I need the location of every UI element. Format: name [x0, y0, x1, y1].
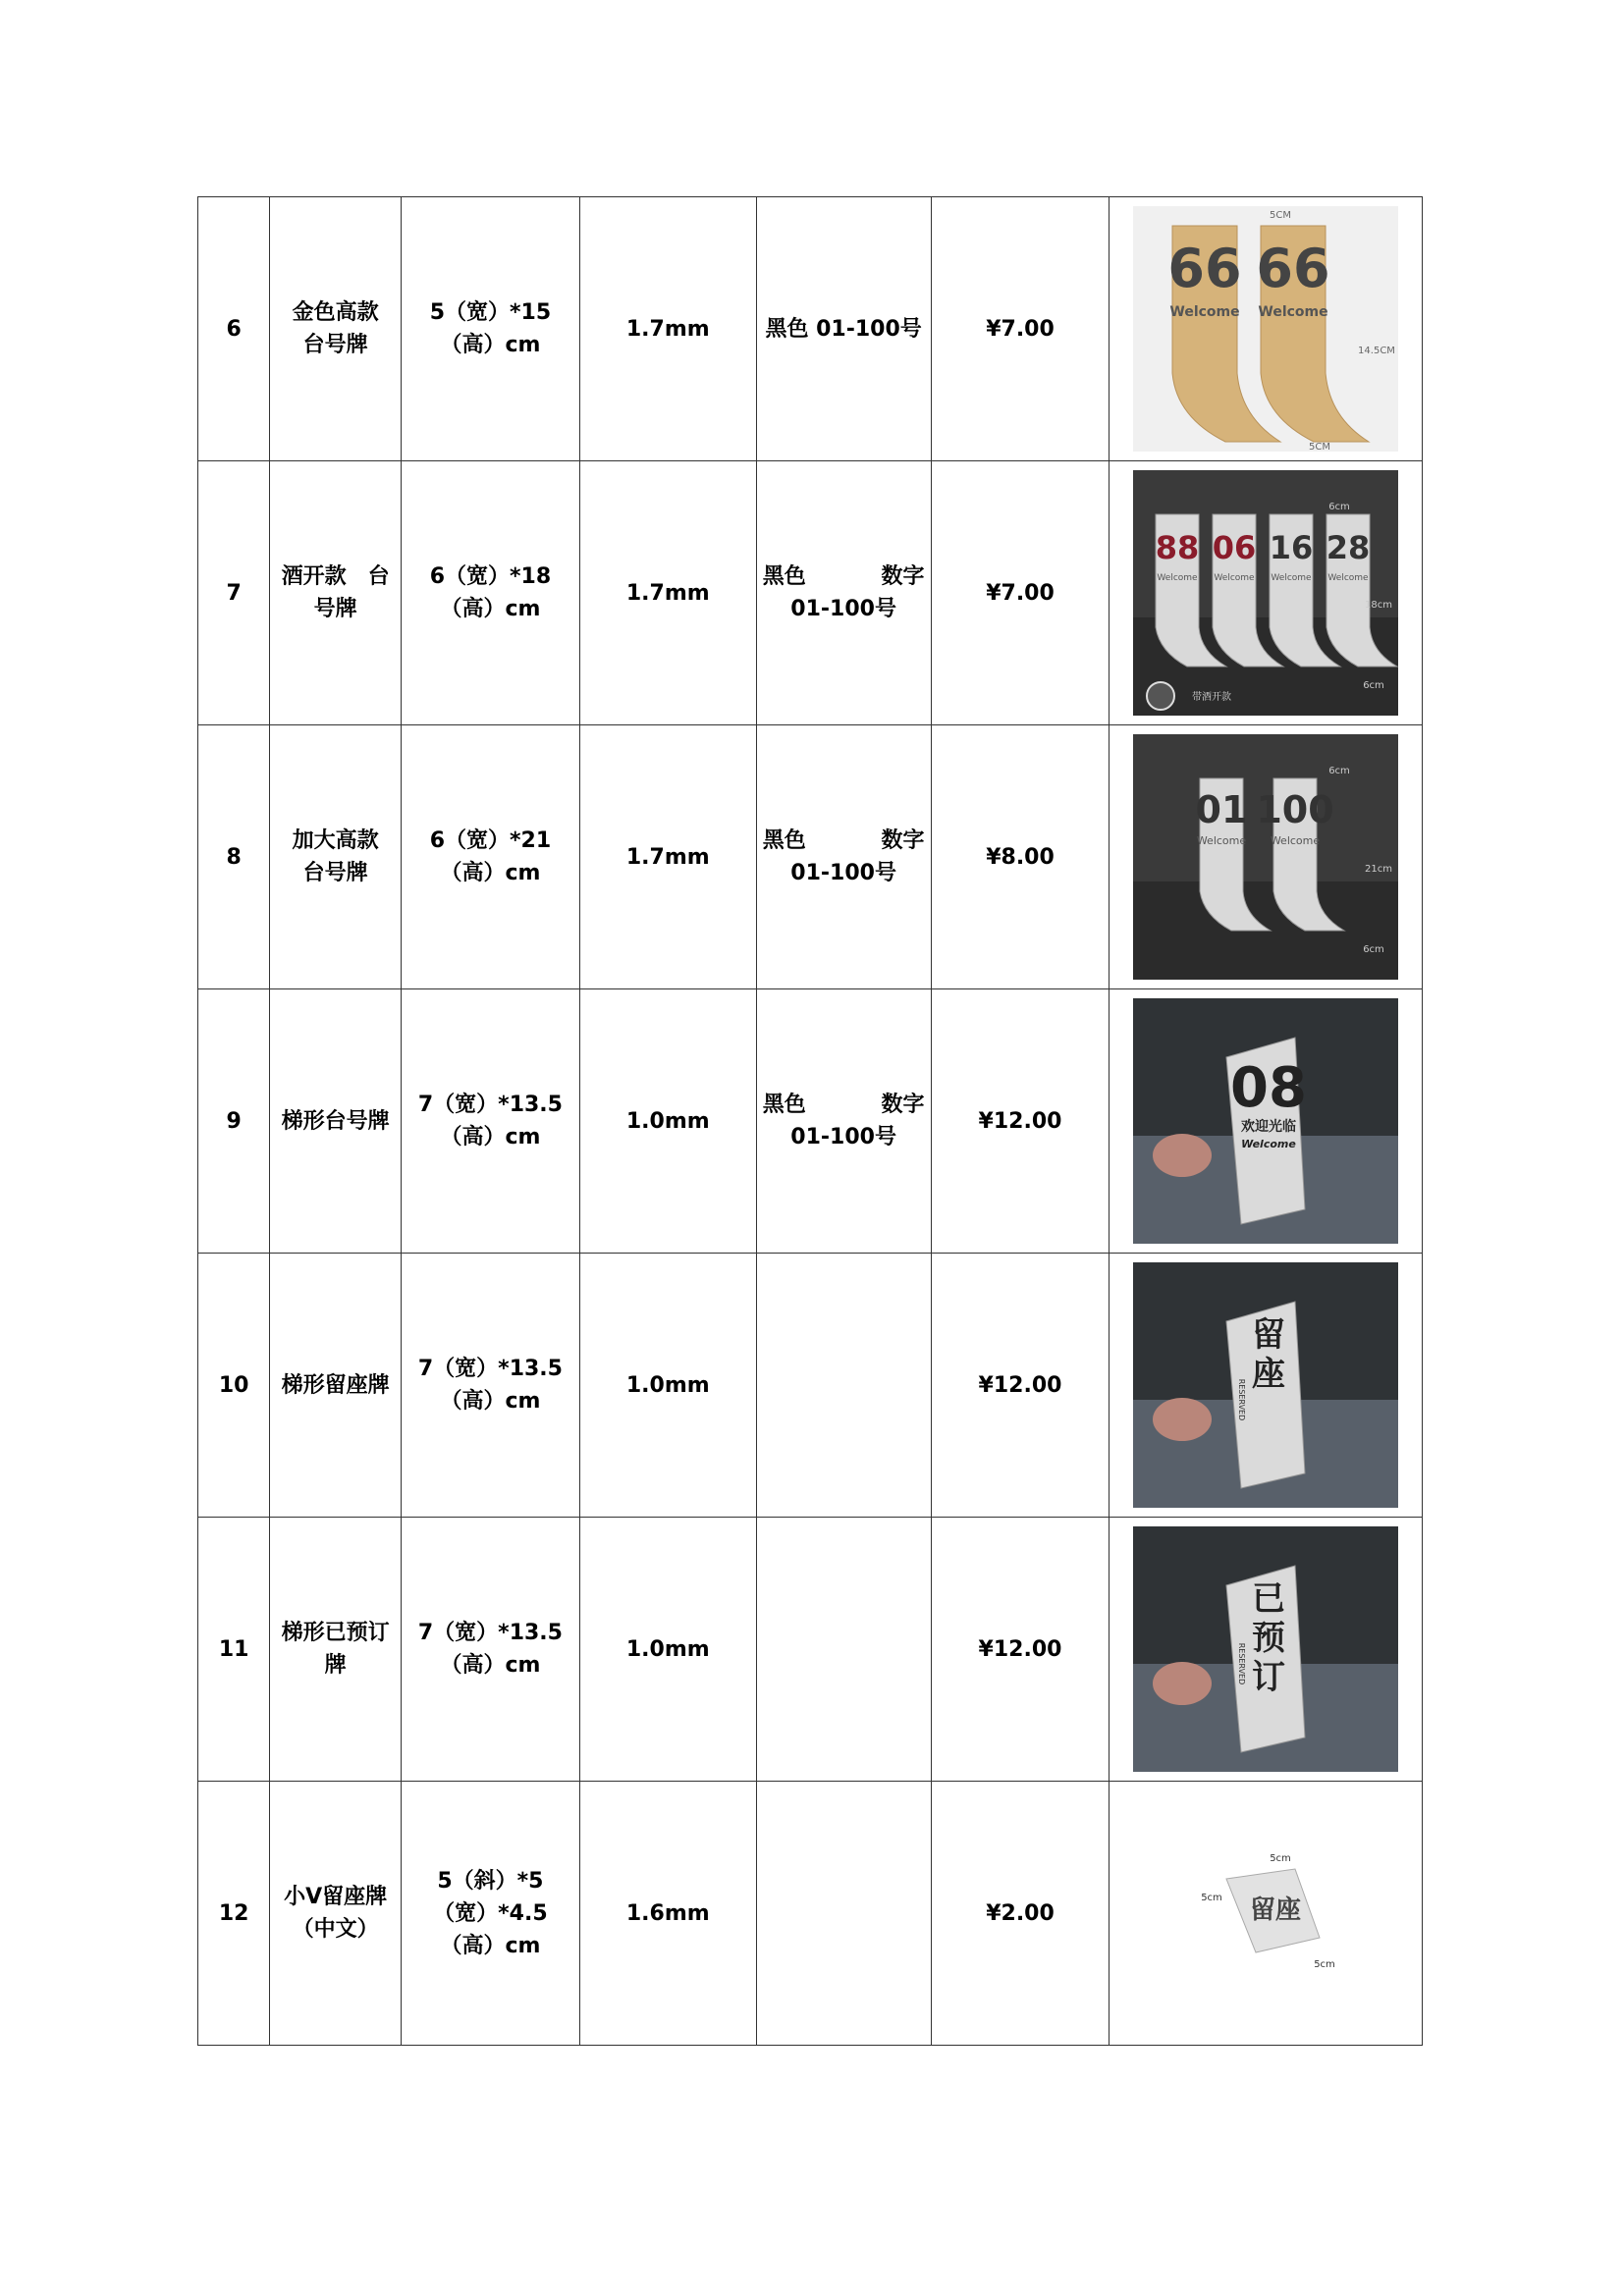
product-name: [270, 197, 402, 461]
product-price: ¥12.00: [931, 1254, 1110, 1518]
photo-text: Welcome: [1271, 573, 1312, 583]
product-color: [756, 1254, 931, 1518]
photo-text: 订: [1252, 1658, 1286, 1697]
table-row: [198, 725, 1423, 989]
product-size: [401, 725, 579, 989]
product-size: [401, 1518, 579, 1782]
color-right: 数字: [881, 1093, 925, 1117]
row-index: 8: [198, 725, 270, 989]
color-line-1: [763, 561, 925, 593]
cell-line: （宽）*4.5: [433, 1900, 548, 1926]
photo-text: 预: [1252, 1619, 1286, 1658]
cell-line: 6（宽）*21: [429, 828, 552, 853]
product-photo-cell: [1110, 1254, 1423, 1518]
photo-text: 66: [1167, 238, 1242, 299]
color-right: 数字: [881, 828, 925, 853]
product-table: [197, 196, 1423, 2046]
photo-text: Welcome: [1169, 304, 1240, 320]
product-color: [756, 461, 931, 725]
cell-line: （高）cm: [440, 1389, 541, 1414]
product-thickness: 1.0mm: [579, 1518, 756, 1782]
product-color: [756, 725, 931, 989]
product-size: [401, 1254, 579, 1518]
product-photo: [1133, 470, 1398, 716]
color-text: [763, 1089, 925, 1153]
product-thickness: 1.0mm: [579, 989, 756, 1254]
product-photo-cell: [1110, 461, 1423, 725]
photo-text: 6cm: [1328, 766, 1351, 776]
photo-text: 6cm: [1328, 502, 1351, 512]
product-name: [270, 1518, 402, 1782]
product-thickness: 1.7mm: [579, 725, 756, 989]
product-photo-cell: [1110, 725, 1423, 989]
cell-line: （高）cm: [440, 333, 541, 357]
photo-text: RESERVED: [1237, 1378, 1247, 1421]
cell-line: 梯形已预订: [281, 1621, 390, 1645]
photo-text: 21cm: [1365, 864, 1393, 875]
photo-text: 欢迎光临: [1241, 1119, 1297, 1135]
product-photo: [1133, 1790, 1398, 2036]
cell-line: 5（宽）*15: [429, 300, 552, 325]
row-index: 10: [198, 1254, 270, 1518]
cell-line: 酒开款 台: [281, 564, 390, 589]
color-line-2: 01-100号: [790, 597, 896, 621]
color-left: 黑色: [762, 828, 806, 853]
photo-text: Welcome: [1157, 573, 1198, 583]
product-price: ¥12.00: [931, 1518, 1110, 1782]
product-name: [270, 989, 402, 1254]
photo-text: 5cm: [1314, 1959, 1336, 1970]
product-color: [756, 1782, 931, 2046]
product-photo: [1133, 206, 1398, 452]
color-left: 黑色: [762, 564, 806, 589]
product-name: [270, 725, 402, 989]
product-name: [270, 1782, 402, 2046]
cell-line: 梯形台号牌: [281, 1108, 390, 1134]
cell-line: 号牌: [313, 597, 357, 621]
photo-text: 座: [1252, 1355, 1286, 1394]
product-name: [270, 1254, 402, 1518]
photo-text: Welcome: [1197, 834, 1247, 847]
photo-text: 88: [1155, 529, 1200, 566]
product-price: ¥12.00: [931, 989, 1110, 1254]
photo-text: RESERVED: [1237, 1642, 1247, 1685]
cell-line: （高）cm: [440, 1933, 541, 1958]
cell-line: 6（宽）*18: [429, 564, 552, 589]
product-size: [401, 989, 579, 1254]
cell-line: 牌: [324, 1653, 347, 1678]
product-photo: [1133, 998, 1398, 1244]
product-photo: [1133, 1526, 1398, 1772]
cell-line: 台号牌: [302, 861, 368, 885]
table-row: [198, 1782, 1423, 2046]
row-index: 11: [198, 1518, 270, 1782]
cell-line: 7（宽）*13.5: [417, 1093, 563, 1117]
product-thickness: 1.7mm: [579, 197, 756, 461]
photo-text: 留: [1252, 1315, 1286, 1355]
product-price: ¥7.00: [931, 461, 1110, 725]
cell-line: （高）cm: [440, 597, 541, 621]
row-index: 9: [198, 989, 270, 1254]
photo-text: Welcome: [1327, 573, 1369, 583]
product-photo-cell: [1110, 1782, 1423, 2046]
product-photo: [1133, 734, 1398, 980]
photo-text: 08: [1230, 1056, 1308, 1120]
photo-text: 66: [1256, 238, 1330, 299]
cell-line: （高）cm: [440, 861, 541, 885]
color-left: 黑色: [762, 1093, 806, 1117]
photo-text: Welcome: [1258, 304, 1328, 320]
product-size: [401, 1782, 579, 2046]
photo-text: 5CM: [1309, 442, 1331, 452]
photo-text: 100: [1256, 788, 1334, 831]
cell-line: （高）cm: [440, 1653, 541, 1678]
product-thickness: 1.6mm: [579, 1782, 756, 2046]
cell-line: 5（斜）*5: [437, 1868, 544, 1894]
photo-text: 5CM: [1270, 210, 1292, 221]
table-row: [198, 197, 1423, 461]
cell-line: 小V留座牌: [284, 1885, 388, 1909]
photo-text: 06: [1212, 529, 1257, 566]
product-photo: [1133, 1262, 1398, 1508]
product-color: [756, 197, 931, 461]
table-row: [198, 1254, 1423, 1518]
photo-text: 6cm: [1363, 680, 1385, 691]
photo-text: 16: [1269, 529, 1314, 566]
color-line: 黑色 01-100号: [765, 316, 922, 342]
color-line-1: [763, 1089, 925, 1121]
photo-text: 28: [1326, 529, 1371, 566]
product-thickness: 1.0mm: [579, 1254, 756, 1518]
cell-line: 台号牌: [302, 333, 368, 357]
cell-line: 金色高款: [292, 300, 379, 325]
cell-line: （高）cm: [440, 1125, 541, 1149]
table-row: [198, 1518, 1423, 1782]
product-photo-cell: [1110, 989, 1423, 1254]
cell-line: 梯形留座牌: [281, 1372, 390, 1398]
color-line-2: 01-100号: [790, 1125, 896, 1149]
product-size: [401, 461, 579, 725]
product-price: ¥8.00: [931, 725, 1110, 989]
product-color: [756, 989, 931, 1254]
row-index: 12: [198, 1782, 270, 2046]
color-right: 数字: [881, 564, 925, 589]
cell-line: 加大高款: [292, 828, 379, 853]
photo-text: Welcome: [1241, 1138, 1297, 1150]
photo-text: 18cm: [1365, 600, 1393, 611]
cell-line: 7（宽）*13.5: [417, 1357, 563, 1381]
color-line-1: [763, 825, 925, 857]
color-text: [763, 561, 925, 625]
photo-text: 01: [1195, 788, 1248, 831]
product-size: [401, 197, 579, 461]
cell-line: 7（宽）*13.5: [417, 1621, 563, 1645]
color-text: [763, 825, 925, 889]
photo-text: 14.5CM: [1358, 346, 1396, 356]
photo-text: 已: [1252, 1579, 1286, 1619]
photo-text: Welcome: [1271, 834, 1321, 847]
row-index: 7: [198, 461, 270, 725]
row-index: 6: [198, 197, 270, 461]
product-thickness: 1.7mm: [579, 461, 756, 725]
photo-text: Welcome: [1214, 573, 1255, 583]
table-row: [198, 989, 1423, 1254]
product-price: ¥2.00: [931, 1782, 1110, 2046]
photo-text: 带酒开款: [1192, 692, 1232, 703]
photo-text: 5cm: [1270, 1853, 1292, 1864]
table-row: [198, 461, 1423, 725]
photo-text: 留座: [1250, 1896, 1302, 1925]
photo-text: 5cm: [1201, 1893, 1223, 1903]
cell-line: （中文）: [292, 1917, 379, 1942]
photo-text: 6cm: [1363, 944, 1385, 955]
color-line-2: 01-100号: [790, 861, 896, 885]
product-photo-cell: [1110, 1518, 1423, 1782]
product-price: ¥7.00: [931, 197, 1110, 461]
product-photo-cell: [1110, 197, 1423, 461]
product-name: [270, 461, 402, 725]
product-color: [756, 1518, 931, 1782]
